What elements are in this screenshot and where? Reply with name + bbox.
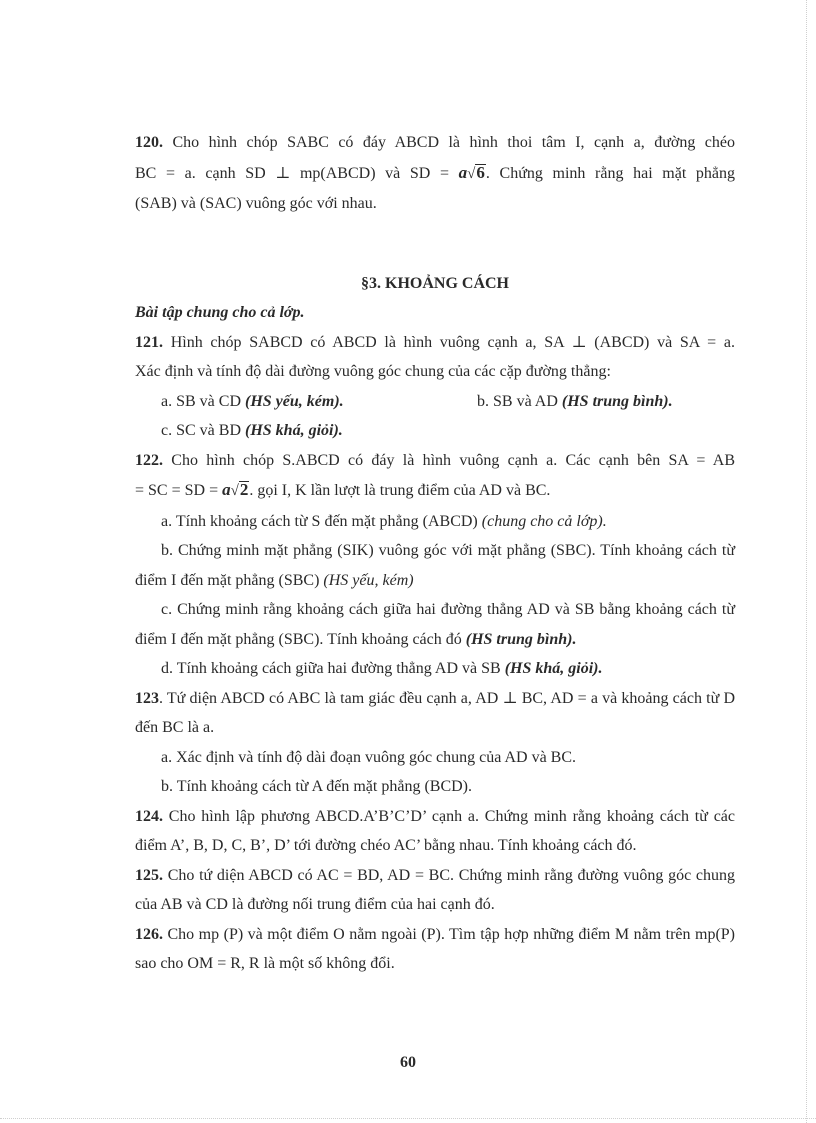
math-formula: a√6 [458,162,485,182]
exercise-123 [135,684,735,802]
sub-question-d: d. Tính khoảng cách giữa hai đường thẳng AD và SB (HS khá, giỏi). [161,660,603,677]
exercise-122 [135,446,735,684]
difficulty-note: (HS yếu, kém). [245,392,344,410]
exercise-number: 123 [135,689,159,707]
exercise-text: Hình chóp SABCD có ABCD là hình vuông cạnh a, SA ⊥ (ABCD) và SA = a. [170,333,736,351]
sub-question-c: c. Chứng minh rằng khoảng cách giữa hai đường thẳng AD và SB bằng khoảng cách từ điểm I đến mặt phẳng (SBC). Tính khoảng cách đó (HS trung bình). [135,601,735,648]
page-number: 60 [400,1054,416,1071]
difficulty-note: (HS khá, giỏi). [504,660,603,677]
sub-question-b: b. SB và AD (HS trung bình). [477,392,673,410]
exercise-text: Cho hình chóp SABC có đáy ABCD là hình thoi tâm I, cạnh a, đường chéo [172,134,736,151]
exercise-number: 125. [135,866,163,884]
exercise-text: Cho mp (P) và một điểm O nằm ngoài (P). Tìm tập hợp những điểm M nằm trên mp(P) sao cho OM = R, R là một số không đổi. [135,925,735,972]
exercise-number: 120. [135,134,163,151]
difficulty-note: (HS trung bình). [561,392,673,410]
sub-question-a: a. Tính khoảng cách từ S đến mặt phẳng (ABCD) (chung cho cả lớp). [161,512,607,530]
exercise-124 [135,802,735,861]
exercise-text: Xác định và tính độ dài đường vuông góc chung của các cặp đường thẳng: [135,363,611,380]
exercise-text: Cho hình chóp S.ABCD có đáy là hình vuông cạnh a. Các cạnh bên SA = AB [171,451,736,469]
exercise-125 [135,861,735,920]
exercise-text: (SAB) và (SAC) vuông góc với nhau. [135,195,377,212]
section-subtitle: Bài tập chung cho cả lớp. [135,304,305,321]
exercise-text: Cho tứ diện ABCD có AC = BD, AD = BC. Chứng minh rằng đường vuông góc chung của AB và CD là đường nối trung điểm của hai cạnh đó. [135,866,735,913]
exercise-text: . Tứ diện ABCD có ABC là tam giác đều cạnh a, AD ⊥ BC, AD = a và khoảng cách từ D đến BC là a. [135,689,735,736]
exercise-number: 126. [135,925,163,943]
exercise-text: BC = a. cạnh SD ⊥ mp(ABCD) và SD = [135,164,459,182]
exercise-text: Cho hình lập phương ABCD.A’B’C’D’ cạnh a. Chứng minh rằng khoảng cách từ các điểm A’, B, D, C, B’, D’ tới đường chéo AC’ bằng nhau. Tính khoảng cách đó. [135,807,736,854]
exercise-text: . Chứng minh rằng hai mặt phẳng [485,164,735,182]
difficulty-note: (HS khá, giỏi). [245,422,343,439]
sub-question-a: a. Xác định và tính độ dài đoạn vuông góc chung của AD và BC. [161,748,577,766]
exercise-text: . gọi I, K lần lượt là trung điểm của AD và BC. [249,482,551,499]
exercise-120 [135,128,735,219]
difficulty-note: (HS trung bình). [465,630,577,648]
exercise-number: 121. [135,333,163,351]
exercise-number: 124. [135,807,163,825]
sub-question-c: c. SC và BD (HS khá, giỏi). [161,422,343,439]
page-content [135,128,735,979]
exercise-number: 122. [135,451,163,469]
difficulty-note: (chung cho cả lớp). [481,512,607,530]
exercise-121 [135,328,735,446]
sub-question-b: b. Tính khoảng cách từ A đến mặt phẳng (BCD). [161,778,472,795]
difficulty-note: (HS yếu, kém) [323,571,414,589]
page-border-bottom [0,1118,816,1119]
section-title: §3. KHOẢNG CÁCH [361,274,509,292]
page-border-right [806,0,807,1123]
exercise-126 [135,920,735,979]
math-formula: a√2 [222,480,249,499]
exercise-text: = SC = SD = [135,482,223,499]
sub-question-a: a. SB và CD (HS yếu, kém). [161,392,344,410]
sub-question-b: b. Chứng minh mặt phẳng (SIK) vuông góc với mặt phẳng (SBC). Tính khoảng cách từ điểm I đến mặt phẳng (SBC) (HS yếu, kém) [135,542,735,589]
